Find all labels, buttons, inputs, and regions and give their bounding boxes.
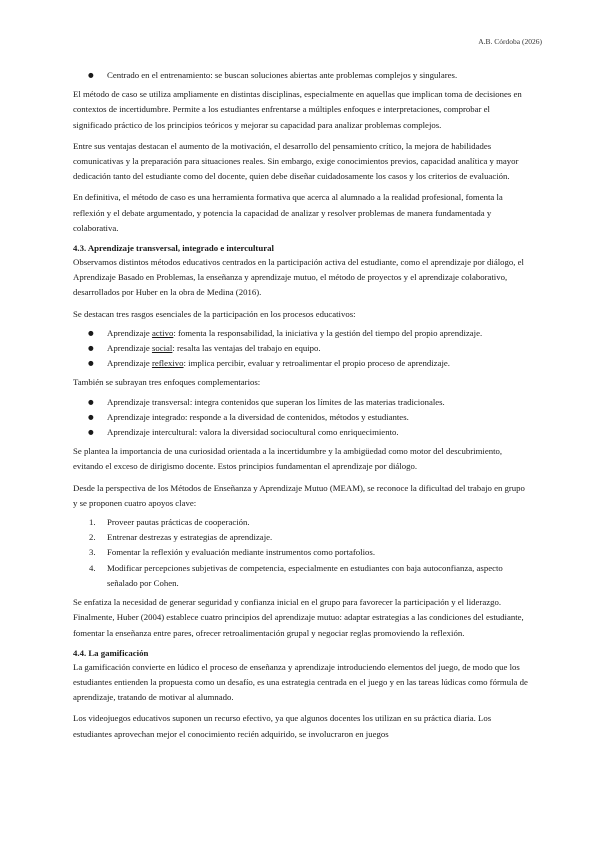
paragraph: Los videojuegos educativos suponen un recurso efectivo, ya que algunos docentes los utilizan en su práctica diaria. Los estudiantes aprovechan mejor el conocimiento recién adquirido, se involucraron en juegos (73, 713, 492, 739)
section-heading-4-4: 4.4. La gamificación (73, 647, 149, 658)
paragraph: Se enfatiza la necesidad de generar seguridad y confianza inicial en el grupo para favorecer la participación y el liderazgo. Finalmente, Huber (2004) establece cuatro principios del aprendizaje mutuo: adaptar estrategias a las condiciones del estudiante, fomentar la enseñanza entre pares, ofrecer retroalimentación grupal y negociar reglas promoviendo la reflexión. (73, 597, 524, 638)
underlined-term: activo (151, 327, 174, 338)
list-item: 3. Fomentar la reflexión y evaluación mediante instrumentos como portafolios. (89, 547, 376, 558)
paragraph: Se destacan tres rasgos esenciales de la participación en los procesos educativos: (73, 308, 356, 319)
paragraph: También se subrayan tres enfoques complementarios: (73, 377, 261, 388)
apoyos-list (73, 515, 530, 591)
top-bullet-list (73, 68, 530, 83)
list-item: ● Aprendizaje reflexivo: implica percibir, evaluar y retroalimentar el propio proceso de aprendizaje. (73, 356, 530, 371)
paragraph: En definitiva, el método de caso es una herramienta formativa que acerca al alumnado a la realidad profesional, fomenta la reflexión y el debate argumentado, y potencia la capacidad de analizar y resolver problemas de manera fundamentada y colaborativa. (73, 192, 503, 233)
page-body (73, 68, 530, 748)
list-item: ● Aprendizaje transversal: integra contenidos que superan los límites de las materias tradicionales. (73, 395, 530, 410)
enfoques-list (73, 395, 530, 441)
paragraph: Desde la perspectiva de los Métodos de Enseñanza y Aprendizaje Mutuo (MEAM), se reconoce la dificultad del trabajo en grupo y se proponen cuatro apoyos clave: (73, 482, 525, 508)
paragraph: La gamificación convierte en lúdico el proceso de enseñanza y aprendizaje introduciendo elementos del juego, de modo que los estudiantes entienden la propuesta como un desafío, es una estrategia centrada en el juego y en las tareas lúdicas como fórmula de aprendizaje, tratando de motivar al alumnado. (73, 661, 528, 703)
rasgos-list (73, 326, 530, 372)
underlined-term: social (151, 343, 173, 354)
list-item: 4. Modificar percepciones subjetivas de competencia, especialmente en estudiantes con baja autoconfianza, aspecto señalado por Cohen. (89, 562, 503, 588)
paragraph: El método de caso se utiliza ampliamente en distintas disciplinas, especialmente en aquellas que implican toma de decisiones en contextos de incertidumbre. Permite a los estudiantes enfrentarse a múltiples enfoques e interpretaciones, comprobar el significado práctico de los principios teóricos y mejorar su capacidad para analizar problemas complejos. (73, 89, 522, 130)
list-item: ● Aprendizaje integrado: responde a la diversidad de contenidos, métodos y estudiantes. (73, 410, 530, 425)
section-heading-4-3: 4.3. Aprendizaje transversal, integrado e intercultural (73, 243, 274, 254)
list-item: 1. Proveer pautas prácticas de cooperación. (89, 517, 250, 528)
paragraph: Se plantea la importancia de una curiosidad orientada a la incertidumbre y la ambigüedad como motor del descubrimiento, evitando el exceso de dirigismo docente. Estos principios fundamentan el aprendizaje por diálogo. (73, 446, 503, 472)
paragraph: Observamos distintos métodos educativos centrados en la participación activa del estudiante, como el aprendizaje por diálogo, el Aprendizaje Basado en Problemas, la enseñanza y aprendizaje mutuo, el método de proyectos y el aprendizaje colaborativo, desarrollados por Huber en la obra de Medina (2016). (73, 257, 524, 298)
underlined-term: reflexivo (151, 358, 184, 369)
list-item: ● Aprendizaje intercultural: valora la diversidad sociocultural como enriquecimiento. (73, 425, 530, 440)
list-item: ● Aprendizaje activo: fomenta la responsabilidad, la iniciativa y la gestión del tiempo del propio aprendizaje. (73, 326, 530, 341)
list-item: 2. Entrenar destrezas y estrategias de aprendizaje. (89, 532, 273, 543)
paragraph: Entre sus ventajas destacan el aumento de la motivación, el desarrollo del pensamiento crítico, la mejora de habilidades comunicativas y la preparación para situaciones reales. Sin embargo, exige conocimientos previos, capacidad analítica y mayor dedicación tanto del estudiante como del docente, quien debe diseñar cuidadosamente los casos y los criterios de evaluación. (73, 140, 519, 182)
list-item: ● Centrado en el entrenamiento: se buscan soluciones abiertas ante problemas complejos y singulares. (73, 68, 530, 83)
running-header: A.B. Córdoba (2026) (478, 37, 542, 46)
list-item: ● Aprendizaje social: resalta las ventajas del trabajo en equipo. (73, 341, 530, 356)
